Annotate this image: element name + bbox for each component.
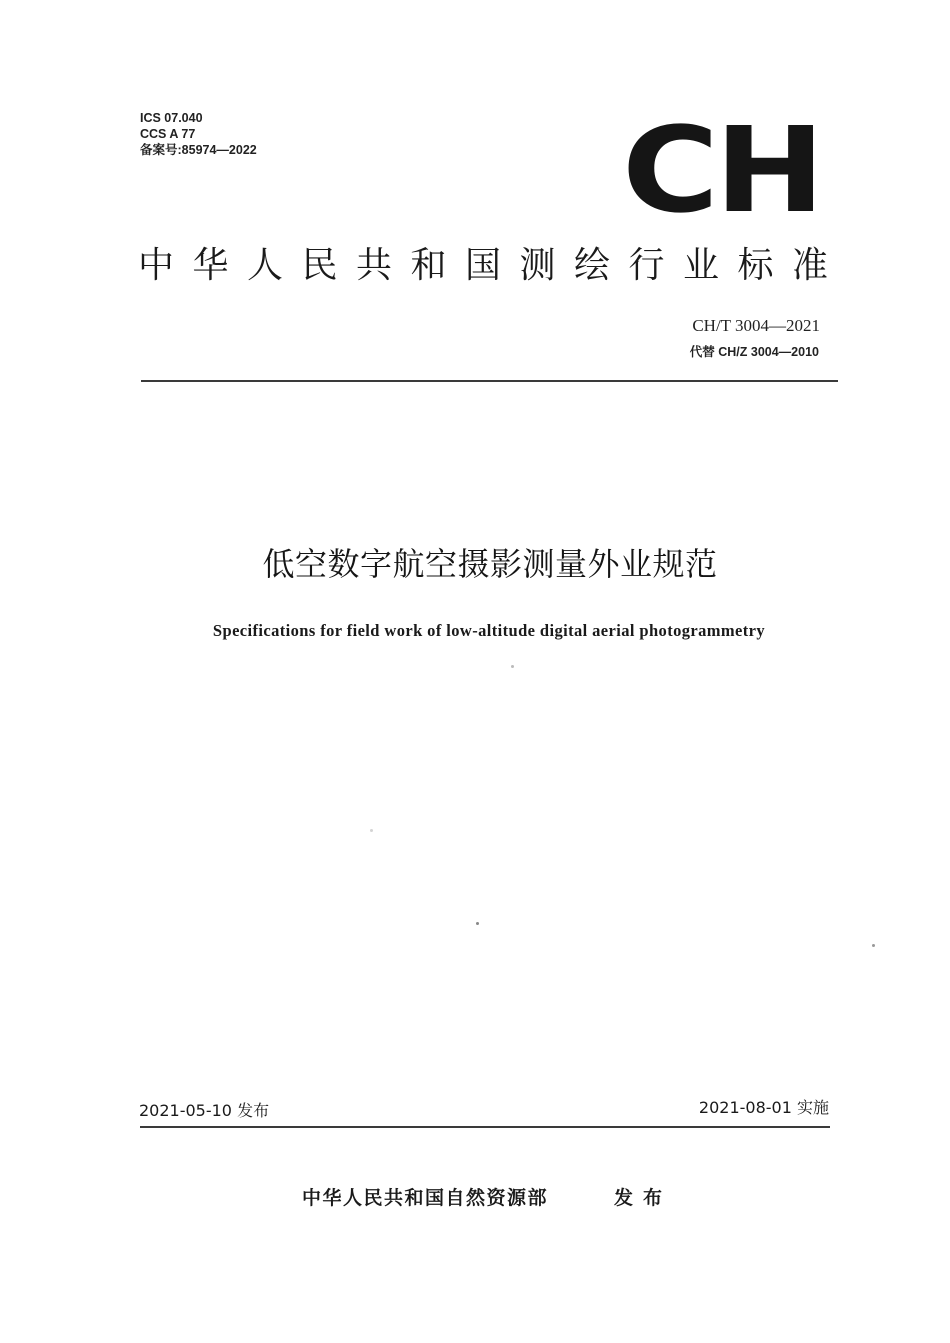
ch-logo: CH <box>622 101 821 239</box>
footer-divider <box>140 1126 830 1128</box>
classification-block <box>140 110 257 158</box>
replaces-standard: 代替 CH/Z 3004—2010 <box>689 345 819 359</box>
standard-number: CH/T 3004—2021 <box>692 316 820 335</box>
scan-speck <box>476 922 479 925</box>
publisher-action: 发布 <box>614 1187 673 1209</box>
issue-date: 2021-05-10 发布 <box>139 1101 270 1120</box>
filing-number: 备案号:85974—2022 <box>140 143 257 157</box>
ics-code: ICS 07.040 <box>140 111 203 125</box>
scan-speck <box>872 944 875 947</box>
ccs-code: CCS A 77 <box>140 127 196 141</box>
publisher-name: 中华人民共和国自然资源部 <box>302 1187 549 1209</box>
industry-standard-title: 中华人民共和国测绘行业标准 <box>138 245 847 286</box>
header-divider <box>141 380 838 382</box>
scan-speck <box>511 665 514 668</box>
document-title-english: Specifications for field work of low-altitude digital aerial photogrammetry <box>212 621 766 640</box>
implementation-date: 2021-08-01 实施 <box>698 1098 829 1117</box>
document-title-chinese: 低空数字航空摄影测量外业规范 <box>262 545 718 583</box>
scan-speck <box>370 829 373 832</box>
